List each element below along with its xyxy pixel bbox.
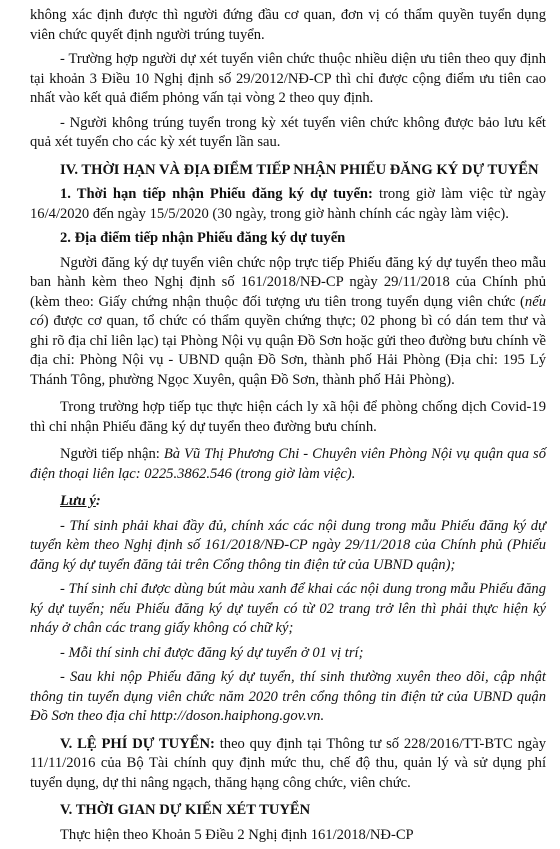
receiver-text: Bà Vũ Thị Phương Chi - Chuyên viên Phòng Nội vụ quận qua số điện thoại liên lạc: 0225.3862.546 (trong giờ làm việc). — [30, 446, 546, 482]
receiver-paragraph — [30, 445, 546, 484]
item-1-deadline — [30, 185, 546, 224]
note-heading — [30, 492, 546, 512]
section-v-label: V. LỆ PHÍ DỰ TUYỂN: — [60, 735, 215, 752]
location-text-a: Người đăng ký dự tuyển viên chức nộp trực tiếp Phiếu đăng ký dự tuyển theo mẫu ban hành kèm theo Nghị định số 161/2018/NĐ-CP ngày 29/11/2018 của Chính phủ (kèm theo: Giấy chứng nhận thuộc đối tượng ưu tiên trong tuyển dụng viên chức ( — [30, 254, 546, 310]
section-v-time-heading: V. THỜI GIAN DỰ KIẾN XÉT TUYỂN — [60, 802, 311, 818]
item-1-label: 1. Thời hạn tiếp nhận Phiếu đăng ký dự tuyển: — [60, 186, 373, 202]
item-1-text: trong giờ làm việc từ ngày 16/4/2020 đến ngày 15/5/2020 (30 ngày, trong giờ hành chính các ngày làm việc). — [30, 186, 546, 222]
paragraph-continuation: không xác định được thì người đứng đầu cơ quan, đơn vị có thẩm quyền tuyển dụng viên chức quyết định người trúng tuyển. — [30, 7, 546, 43]
note-item-3: - Mỗi thí sinh chỉ được đăng ký dự tuyển ở 01 vị trí; — [60, 644, 364, 661]
section-v-time-text: Thực hiện theo Khoản 5 Điều 2 Nghị định 161/2018/NĐ-CP — [60, 826, 414, 843]
section-v-fee — [30, 735, 546, 794]
note-item-2: - Thí sinh chỉ được dùng bút màu xanh để khai các nội dung trong mẫu Phiếu đăng ký dự tuyển; nếu Phiếu đăng ký dự tuyển có từ 02 trang trở lên thì phải thực hiện ký nháy ở chân các trang giấy không có chữ ký; — [30, 581, 546, 636]
location-text-b: ) được cơ quan, tổ chức có thẩm quyền chứng thực; 02 phong bì có dán tem thư và ghi rõ địa chỉ liên lạc) tại Phòng Nội vụ quận Đồ Sơn hoặc gửi theo đường bưu chính về địa chỉ: Phòng Nội vụ - UBND quận Đồ Sơn, thành phố Hải Phòng (Địa chỉ: 195 Lý Thánh Tông, phường Ngọc Xuyên, quận Đồ Sơn, thành phố Hải Phòng). — [30, 313, 546, 388]
receiver-label: Người tiếp nhận: — [60, 446, 164, 462]
covid-paragraph: Trong trường hợp tiếp tục thực hiện cách ly xã hội để phòng chống dịch Covid-19 thì chỉ nhận Phiếu đăng ký dự tuyển theo đường bưu chính. — [30, 399, 546, 435]
paragraph-priority-rule: - Trường hợp người dự xét tuyển viên chức thuộc nhiều diện ưu tiên theo quy định tại khoản 3 Điều 10 Nghị định số 29/2012/NĐ-CP thì chỉ được cộng điểm ưu tiên cao nhất vào kết quả điểm phỏng vấn tại vòng 2 theo quy định. — [30, 51, 546, 106]
item-2-heading: 2. Địa điểm tiếp nhận Phiếu đăng ký dự tuyển — [60, 230, 346, 246]
note-colon: : — [95, 493, 101, 509]
location-text-optional: nếu có — [30, 293, 546, 329]
item-2-location-paragraph — [30, 254, 546, 391]
section-iv-heading: IV. THỜI HẠN VÀ ĐỊA ĐIỂM TIẾP NHẬN PHIẾU ĐĂNG KÝ DỰ TUYỂN — [60, 161, 539, 178]
note-label: Lưu ý — [60, 493, 96, 509]
note-item-1: - Thí sinh phải khai đầy đủ, chính xác các nội dung trong mẫu Phiếu đăng ký dự tuyển kèm theo Nghị định số 161/2018/NĐ-CP ngày 29/11/2018 của Chính phủ (Phiếu đăng ký dự tuyển đăng tải trên Cổng thông tin điện tử của UBND quận); — [30, 517, 546, 573]
paragraph-no-reservation: - Người không trúng tuyển trong kỳ xét tuyển viên chức không được bảo lưu kết quả xét tuyển cho các kỳ xét tuyển lần sau. — [30, 114, 546, 150]
note-item-4: - Sau khi nộp Phiếu đăng ký dự tuyển, thí sinh thường xuyên theo dõi, cập nhật thông tin tuyển dụng viên chức năm 2020 trên cổng thông tin điện tử của UBND quận Đồ Sơn theo địa chỉ http://doson.haiphong.gov.vn. — [30, 669, 546, 724]
section-v-text: theo quy định tại Thông tư số 228/2016/TT-BTC ngày 11/11/2016 của Bộ Tài chính quy định mức thu, chế độ thu, quản lý và sử dụng phí tuyển dụng, dự thi nâng ngạch, thăng hạng công chức, viên chức. — [30, 735, 546, 791]
